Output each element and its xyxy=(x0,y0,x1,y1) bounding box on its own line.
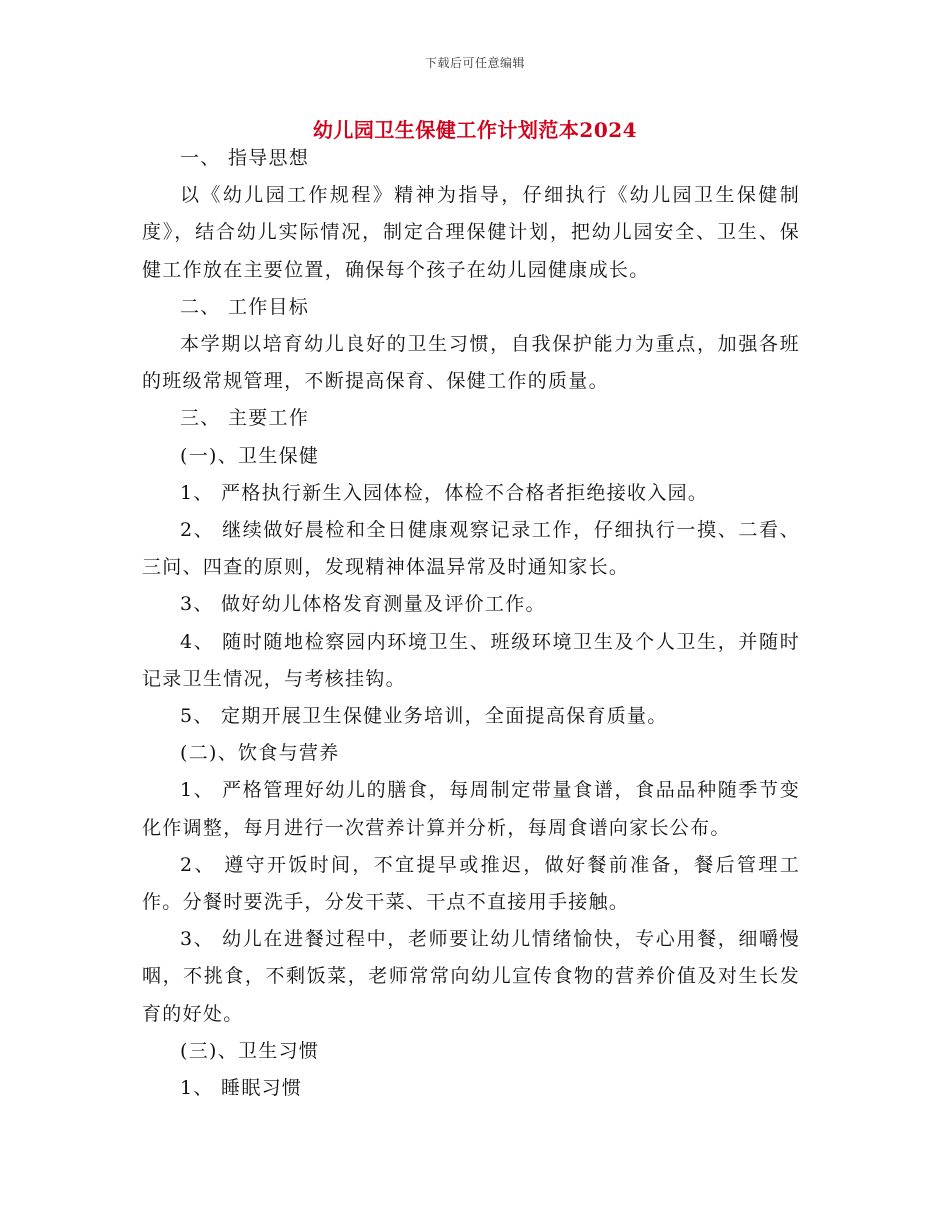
list-item: 3、 做好幼儿体格发育测量及评价工作。 xyxy=(180,593,546,616)
list-item: 1、 严格管理好幼儿的膳食，每周制定带量食谱，食品品种随季节变化作调整，每月进行一次营养计算并分析，每周食谱向家长公布。 xyxy=(142,779,800,839)
list-item: 5、 定期开展卫生保健业务培训，全面提高保育质量。 xyxy=(180,705,668,728)
subsection-heading-diet: (二)、饮食与营养 xyxy=(180,742,340,765)
download-note: 下载后可任意编辑 xyxy=(424,56,525,70)
list-item: 1、 睡眠习惯 xyxy=(180,1077,303,1100)
list-item: 1、 严格执行新生入园体检，体检不合格者拒绝接收入园。 xyxy=(180,481,709,504)
section-heading-main-work: 三、 主要工作 xyxy=(180,407,310,430)
list-item: 2、 遵守开饭时间，不宜提早或推迟，做好餐前准备，餐后管理工作。分餐时要洗手，分发干菜、干点不直接用手接触。 xyxy=(142,853,800,914)
subsection-heading-habits: (三)、卫生习惯 xyxy=(180,1039,320,1062)
section-heading-work-goals: 二、 工作目标 xyxy=(180,295,310,318)
document-body xyxy=(142,140,800,1107)
list-item: 3、 幼儿在进餐过程中，老师要让幼儿情绪愉快，专心用餐，细嚼慢咽，不挑食，不剩饭菜，老师常常向幼儿宣传食物的营养价值及对生长发育的好处。 xyxy=(142,928,800,1025)
document-title: 幼儿园卫生保健工作计划范本2024 xyxy=(312,118,638,142)
section-heading-guiding-ideology: 一、 指导思想 xyxy=(180,147,310,169)
paragraph-guiding-ideology: 以《幼儿园工作规程》精神为指导，仔细执行《幼儿园卫生保健制度》，结合幼儿实际情况，制定合理保健计划，把幼儿园安全、卫生、保健工作放在主要位置，确保每个孩子在幼儿园健康成长。 xyxy=(142,184,800,281)
subsection-heading-hygiene: (一)、卫生保健 xyxy=(180,444,320,467)
paragraph-work-goals: 本学期以培育幼儿良好的卫生习惯，自我保护能力为重点，加强各班的班级常规管理，不断提高保育、保健工作的质量。 xyxy=(142,333,800,393)
list-item: 2、 继续做好晨检和全日健康观察记录工作，仔细执行一摸、二看、三问、四查的原则，发现精神体温异常及时通知家长。 xyxy=(142,519,800,579)
list-item: 4、 随时随地检察园内环境卫生、班级环境卫生及个人卫生，并随时记录卫生情况，与考核挂钩。 xyxy=(142,630,800,690)
